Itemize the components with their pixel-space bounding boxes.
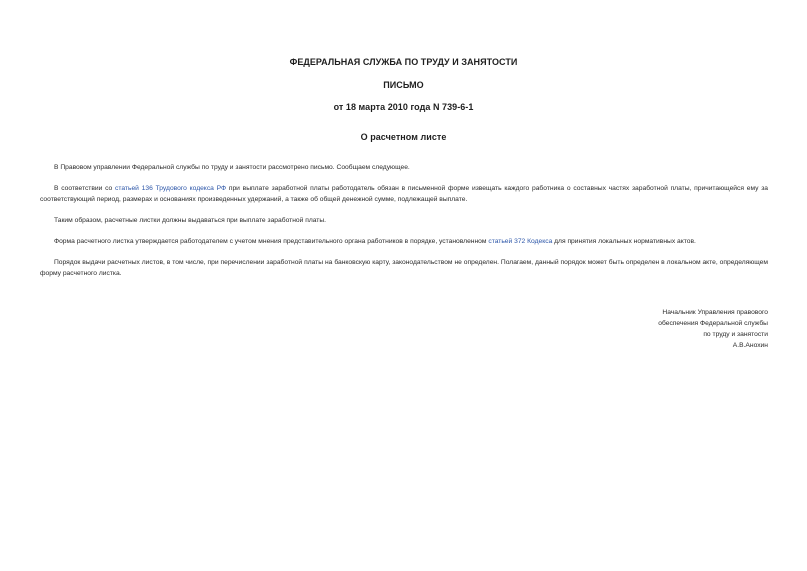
paragraph-5-text: Порядок выдачи расчетных листов, в том числе, при перечислении заработной платы на банковскую карту, законодательством не определен. Полагаем, данный порядок может быть определен в локальном акте, определяющем форму расчетного листка.: [40, 258, 768, 277]
paragraph-1: [40, 163, 768, 174]
document-type: ПИСЬМО: [383, 80, 424, 90]
paragraph-3: [40, 216, 768, 227]
paragraph-4-text-after: для принятия локальных нормативных актов.: [552, 237, 696, 245]
article-372-link[interactable]: статьей 372 Кодекса: [488, 237, 553, 245]
signature-position-line-2: обеспечения Федеральной службы: [658, 320, 768, 327]
paragraph-4-text-before: Форма расчетного листка утверждается работодателем с учетом мнения представительного органа работников в порядке, установленном: [54, 237, 489, 245]
paragraph-2: [40, 184, 768, 205]
paragraph-1-text: В Правовом управлении Федеральной службы по труду и занятости рассмотрено письмо. Сообщаем следующее.: [54, 164, 410, 171]
agency-title: ФЕДЕРАЛЬНАЯ СЛУЖБА ПО ТРУДУ И ЗАНЯТОСТИ: [289, 57, 518, 67]
document-subject: О расчетном листе: [360, 132, 447, 142]
article-136-link[interactable]: статьей 136 Трудового кодекса РФ: [115, 185, 227, 193]
paragraph-3-text: Таким образом, расчетные листки должны выдаваться при выплате заработной платы.: [54, 216, 327, 224]
signature-block: [508, 307, 768, 351]
signatory-name: А.В.Анохин: [732, 342, 768, 349]
paragraph-4: [40, 237, 768, 248]
paragraph-2-text-after: при выплате заработной платы работодатель обязан в письменной форме извещать каждого работника о составных частях заработной платы, причитающейся ему за соответствующий период, размерах и основаниях произведенных удержаний, а также об общей денежной сумме, подлежащей выплате.: [40, 185, 769, 203]
letter-body: [40, 163, 768, 290]
signature-position-line-3: по труду и занятости: [703, 331, 768, 338]
document-date-number: от 18 марта 2010 года N 739-6-1: [333, 102, 474, 112]
paragraph-2-text-before: В соответствии со: [54, 185, 116, 193]
signature-position-line-1: Начальник Управления правового: [662, 309, 768, 316]
paragraph-5: [40, 258, 768, 279]
